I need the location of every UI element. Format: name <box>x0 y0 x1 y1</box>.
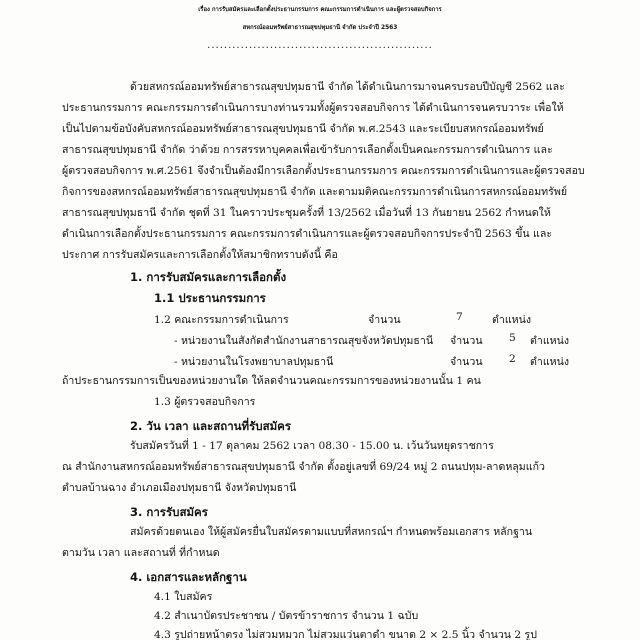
section-1-1-heading: 1.1 ประธานกรรมการ <box>154 291 266 305</box>
intro-line-2: ประธานกรรมการ คณะกรรมการดำเนินการบางท่านรวมทั้งผู้ตรวจสอบกิจการ ได้ดำเนินการจนครบวาระ เพื่อให้ <box>62 102 564 114</box>
section-2-line-3: ตำบลบ้านฉาง อำเภอเมืองปทุมธานี จังหวัดปทุมธานี <box>62 482 297 494</box>
document-title-line-1: เรื่อง การรับสมัครและเลือกตั้งประธานกรรมการ คณะกรรมการดำเนินการ และผู้ตรวจสอบกิจการ <box>198 7 442 13</box>
section-3-line-1: สมัครด้วยตนเอง ให้ผู้สมัครยื่นใบสมัครตามแบบที่สหกรณ์ฯ กำหนดพร้อมเอกสาร หลักฐาน <box>130 526 533 538</box>
intro-line-4: สาธารณสุขปทุมธานี จำกัด ว่าด้วย การสรรหาบุคคลเพื่อเข้ารับการเลือกตั้งเป็นคณะกรรมการดำเนินการ และ <box>62 144 553 156</box>
positions-row-hospital <box>174 353 614 369</box>
intro-line-3: เป็นไปตามข้อบังคับสหกรณ์ออมทรัพย์สาธารณสุขปทุมธานี จำกัด พ.ศ.2543 และระเบียบสหกรณ์ออมทรัพย์ <box>62 123 544 135</box>
positions-total-count-word: จำนวน <box>368 314 401 326</box>
intro-line-9: ประกาศ การรับสมัครและการเลือกตั้งให้สมาชิกทราบดังนี้ คือ <box>62 249 338 261</box>
positions-row-label: - หน่วยงานในโรงพยาบาลปทุมธานี <box>174 356 334 368</box>
positions-row-count: 5 <box>509 332 516 344</box>
section-4-item: 4.3 รูปถ่ายหน้าตรง ไม่สวมหมวก ไม่สวมแว่นตาดำ ขนาด 2 × 2.5 นิ้ว จำนวน 2 รูป <box>154 629 537 640</box>
section-3-line-2: ตามวัน เวลา และสถานที่ ที่กำหนด <box>62 547 220 559</box>
positions-total-count: 7 <box>456 311 463 323</box>
positions-row-count-word: จำนวน <box>450 356 483 368</box>
positions-row-label: - หน่วยงานในสังกัดสำนักงานสาธารณสุขจังหวัดปทุมธานี <box>174 335 434 347</box>
section-4-item: 4.2 สำเนาบัตรประชาชน / บัตรข้าราชการ จำนวน 1 ฉบับ <box>154 610 419 622</box>
positions-row-provincial <box>174 332 614 348</box>
positions-row-count: 2 <box>509 353 516 365</box>
positions-total-row <box>154 311 594 327</box>
section-4-heading: 4. เอกสารและหลักฐาน <box>130 570 247 584</box>
section-1-note: ถ้าประธานกรรมการเป็นของหน่วยงานใด ให้ลดจำนวนคณะกรรมการของหน่วยงานนั้น 1 คน <box>62 375 481 387</box>
positions-row-unit: ตำแหน่ง <box>530 356 570 368</box>
intro-line-5: ผู้ตรวจสอบกิจการ พ.ศ.2561 จึงจำเป็นต้องมีการเลือกตั้งประธานกรรมการ คณะกรรมการดำเนินการและผู้ตรวจสอบ <box>62 165 585 177</box>
title-dotted-rule: ...................................................... <box>207 40 433 51</box>
intro-line-1: ด้วยสหกรณ์ออมทรัพย์สาธารณสุขปทุมธานี จำกัด ได้ดำเนินการมาจนครบรอบปีบัญชี 2562 และ <box>130 81 565 93</box>
section-2-heading: 2. วัน เวลา และสถานที่รับสมัคร <box>130 419 292 433</box>
positions-total-label: 1.2 คณะกรรมการดำเนินการ <box>154 314 289 326</box>
intro-line-7: สาธารณสุขปทุมธานี จำกัด ชุดที่ 31 ในคราวประชุมครั้งที่ 13/2562 เมื่อวันที่ 13 กันยายน 2562 กำหนดให้ <box>62 207 551 219</box>
document-title-line-2: สหกรณ์ออมทรัพย์สาธารณสุขปทุมธานี จำกัด ประจำปี 2563 <box>242 25 398 31</box>
intro-line-8: ดำเนินการเลือกตั้งประธานกรรมการ คณะกรรมการดำเนินการและผู้ตรวจสอบกิจการประจำปี 2563 ขึ้น และ <box>62 228 553 240</box>
section-3-heading: 3. การรับสมัคร <box>130 505 208 519</box>
intro-line-6: กิจการของสหกรณ์ออมทรัพย์สาธารณสุขปทุมธานี จำกัด และตามมติคณะกรรมการดำเนินการสหกรณ์ออมทรัพย์ <box>62 186 568 198</box>
section-4-item: 4.1 ใบสมัคร <box>154 591 213 603</box>
section-1-heading: 1. การรับสมัครและการเลือกตั้ง <box>130 270 287 284</box>
section-2-line-2: ณ สำนักงานสหกรณ์ออมทรัพย์สาธารณสุขปทุมธานี จำกัด ตั้งอยู่เลขที่ 69/24 หมู่ 2 ถนนปทุม-ลาดหลุมแก้ว <box>62 461 545 473</box>
section-2-line-1: รับสมัครวันที่ 1 - 17 ตุลาคม 2562 เวลา 08.30 - 15.00 น. เว้นวันหยุดราชการ <box>130 440 494 452</box>
positions-row-count-word: จำนวน <box>450 335 483 347</box>
section-1-3-line: 1.3 ผู้ตรวจสอบกิจการ <box>154 396 256 408</box>
positions-total-unit: ตำแหน่ง <box>492 314 532 326</box>
positions-row-unit: ตำแหน่ง <box>530 335 570 347</box>
